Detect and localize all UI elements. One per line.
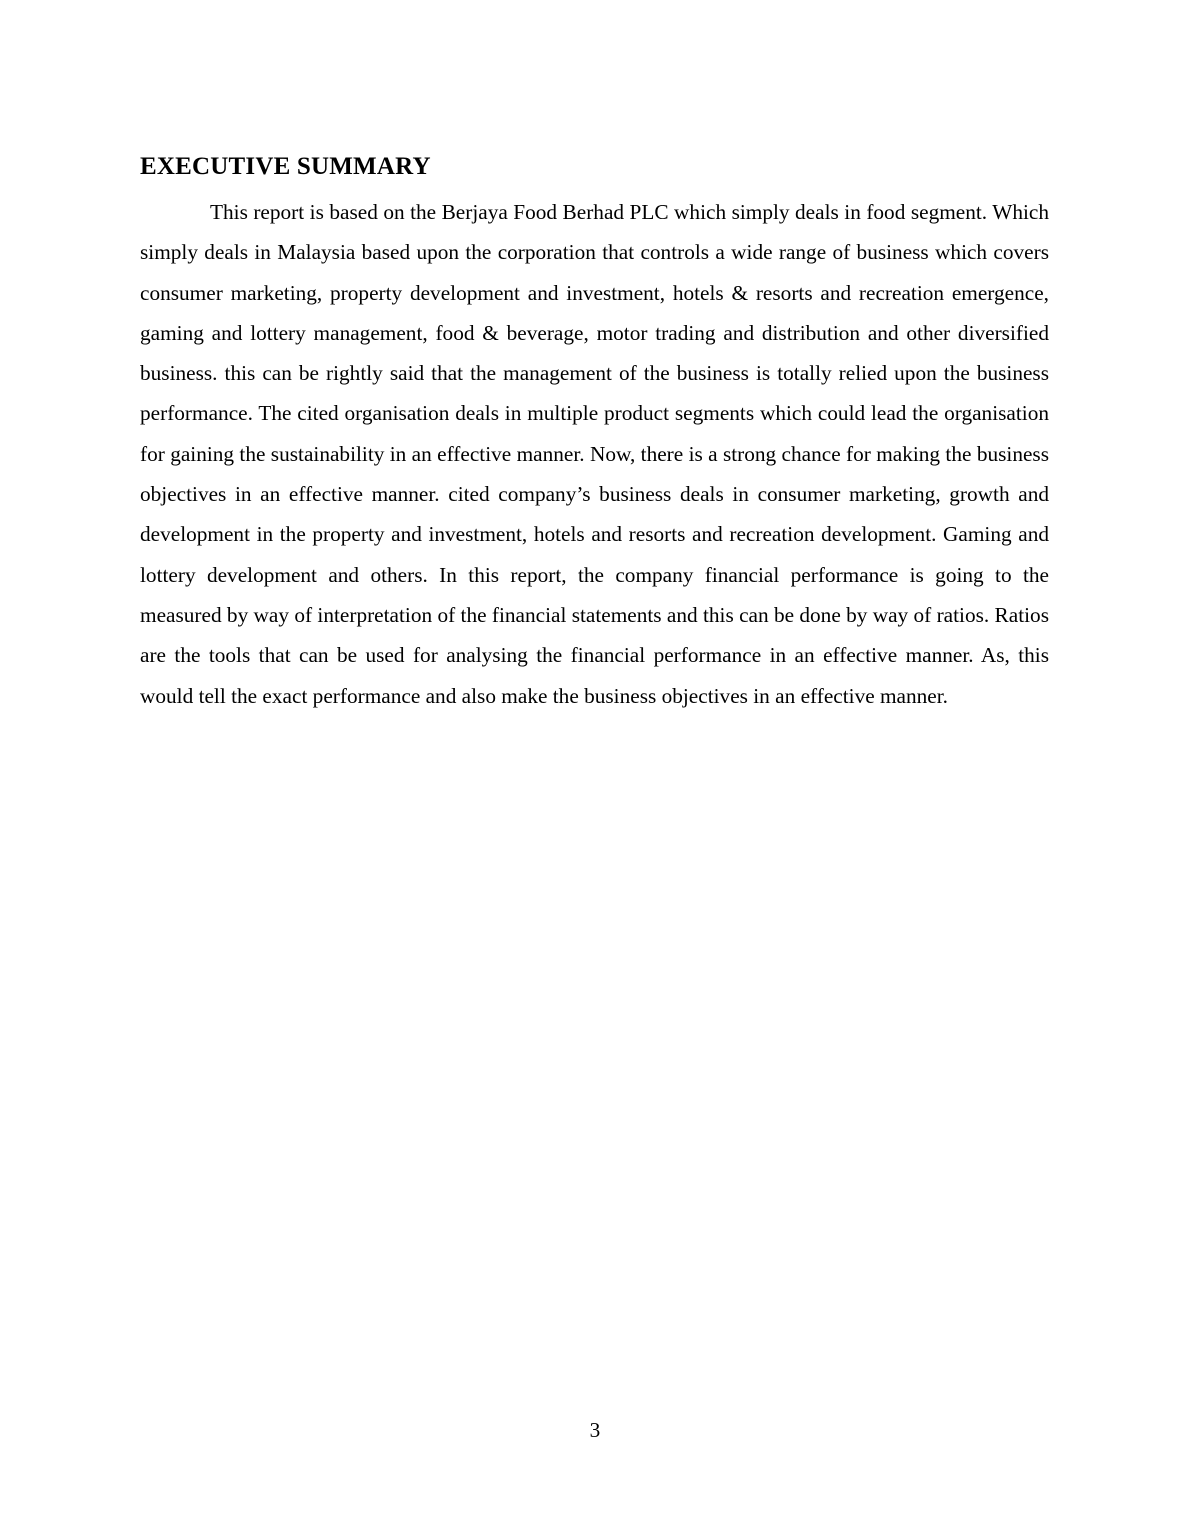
section-heading: EXECUTIVE SUMMARY [140,153,431,180]
page-number: 3 [589,1418,601,1442]
summary-paragraph: This report is based on the Berjaya Food Berhad PLC which simply deals in food segment. Which simply deals in Malaysia based upon the corporation that controls a wide range of business which covers consumer marketing, property development and investment, hotels & resorts and recreation emergence, gaming and lottery management, food & beverage, motor trading and distribution and other diversified business. this can be rightly said that the management of the business is totally relied upon the business performance. The cited organisation deals in multiple product segments which could lead the organisation for gaining the sustainability in an effective manner. Now, there is a strong chance for making the business objectives in an effective manner. cited company’s business deals in consumer marketing, growth and development in the property and investment, hotels and resorts and recreation development. Gaming and lottery development and others. In this report, the company financial performance is going to the measured by way of interpretation of the financial statements and this can be done by way of ratios. Ratios are the tools that can be used for analysing the financial performance in an effective manner. As, this would tell the exact performance and also make the business objectives in an effective manner. [140,200,1049,708]
